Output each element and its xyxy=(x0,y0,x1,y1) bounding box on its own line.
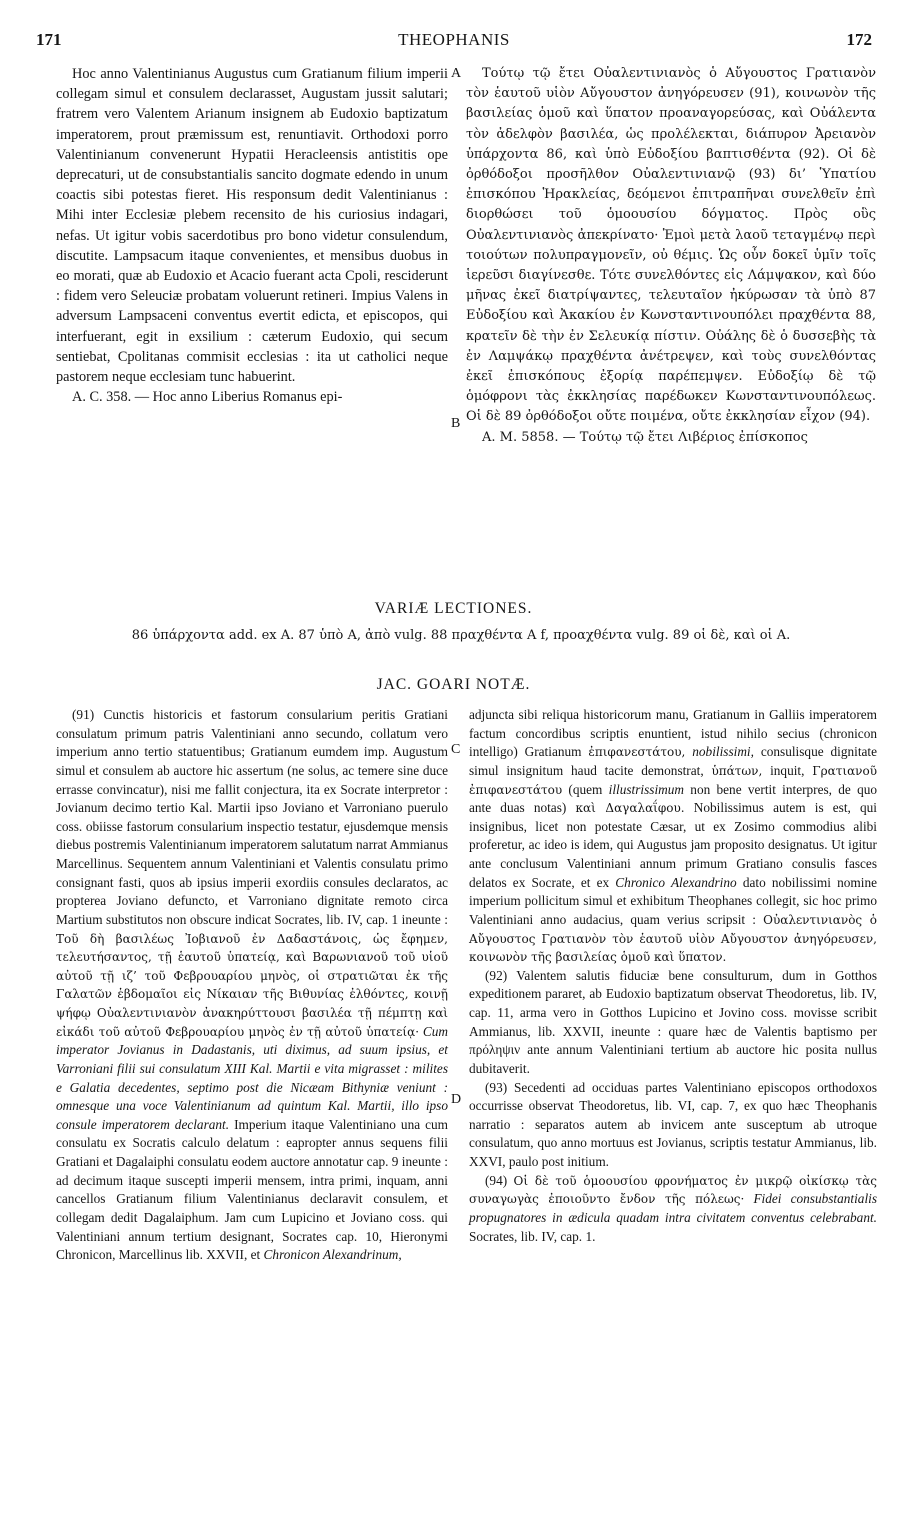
running-title: THEOPHANIS xyxy=(398,30,510,49)
note-91-continuation: Imperium itaque Valentiniano una cum consulatu ex Socratis calculo delatum : eapropter annus sequens filii Gratiani et Dagalaiphi consulatu eodem auctore annotatur cap. 9 ineunte : ad decimum itaque suscepti imperii mensem, intra primi, inquam, anni cancellos Gratianum filium Valentinianus declaravit consulem, et collegam dedit Dagalaiphum. Jam cum Lupicino et Joviano coss. qui Valentiniani annum tertium designant, Socrates cap. 10, Hieronymi Chronicon, Marcellinus lib. XXVII, et xyxy=(56,1116,449,1263)
margin-letter-c: C xyxy=(451,742,461,757)
latin-paragraph: Hoc anno Valentinianus Augustus cum Gratianum filium imperii collegam simul et consulem declarasset, Augustam jussit salutari; fratrem vero Valentem Arianum insignem ab Eudoxio baptizatum imperatorem, prout præmissum est, renuntiavit. Orthodoxi porro Valentinianum convenerunt Hypatii Heracleensis antistitis ope deprecaturi, ut de consubstantialis sancito dogmate edendo in unum coactis sibi potestas fieret. His responsum dedit Valentinianus : Mihi inter Ecclesiæ plebem recensito de his curiosius indagari, nefas. Ut igitur vobis sacerdotibus pro bono videtur consulendum, discutite. Lampsacum itaque convenientes, et mensibus duobus in eo morati, quæ ab Eudoxio et Acacio fuerant acta Cpoli, resciderunt : fidem vero Seleuciæ probatam voluerunt retineri. Impius Valens in adversum Lampsaceni conventus evertit edicta, et episcopos, qui interfuerant, egit in exsilium : cæterum Eudoxio, qui secum sentiebat, Cpolitanas commisit ecclesias : ita ut catholici neque pastorem neque ecclesiam tunc habuerint. xyxy=(56,66,448,386)
note-92: (92) Valentem salutis fiduciæ bene consulturum, dum in Gotthos expeditionem pararet, ab Eudoxio baptizatum observat Theodoretus, lib. IV, cap. 11, arma vero in Gotthos Lupicino et Jovino coss. movisse scribit Ammianus, lib. XXVII, ineunte : quare hæc de Valentis baptismo per πρόληψιν ante annum Valentiniani tertium ab auctore hic posita nullus dubitaverit. xyxy=(469,967,877,1076)
note-91-text-d: consulisque dignitate simul insignitum haud tacite demonstrat, xyxy=(469,744,878,778)
note-91-translation: Cum imperator Jovianus in Dadastanis, uti diximus, ad suum ipsius, et Varroniani filii sui consulatum XIII Kal. Martii e vita migrasset : milites e Galatia decedentes, septimo post die Nicæam Bithyniæ veniunt : omnesque una voce Valentinianum ad quintum Kal. Martii, illo ipso consule imperatorem declarant. xyxy=(56,1023,448,1132)
greek-year-line: A. M. 5858. — Τούτῳ τῷ ἔτει Λιβέριος ἐπίσκοπος xyxy=(482,429,808,445)
variae-lectiones-text: 86 ὑπάρχοντα add. ex A. 87 ὑπὸ A, ἀπὸ vulg. 88 πραχθέντα A f, προαχθέντα vulg. 89 οἱ δὲ, καὶ οἱ A. xyxy=(131,628,791,643)
note-91-cont xyxy=(469,706,877,967)
margin-letter-a: A xyxy=(451,66,462,81)
greek-column xyxy=(466,64,876,448)
greek-paragraph: Τούτῳ τῷ ἔτει Οὐαλεντινιανὸς ὁ Αὔγουστος Γρατιανὸν τὸν ἑαυτοῦ υἱὸν Αὔγουστον ἀνηγόρευσεν (91), κοινωνὸν τῆς βασιλείας ὁμοῦ καὶ ὕπατον προαναγορεύσας, καὶ Οὐάλεντα τὸν ἀδελφὸν βασιλέα, ὡς προλέλεκται, διάπυρον Ἀρειανὸν ὑπάρχοντα 86, καὶ ὑπὸ Εὐδοξίου βαπτισθέντα (92). Οἱ δὲ ὀρθόδοξοι προσῆλθον Οὐαλεντινιανῷ (93) δι’ Ὑπατίου ἐπισκόπου Ἡρακλείας, δεόμενοι ἐπιτραπῆναι συνελθεῖν ἐπὶ διορθώσει τοῦ ὁμοουσίου δόγματος. Πρὸς οὓς Οὐαλεντινιανὸς ἀπεκρίνατο· Ἐμοὶ μετὰ λαοῦ τεταγμένῳ περὶ τοιούτων πολυπραγμονεῖν, οὐ θέμις. Ὡς οὖν δοκεῖ ὑμῖν τοῖς ἱερεῦσι διαγίνεσθε. Τότε συνελθόντες εἰς Λάμψακον, καὶ δύο μῆνας ἐκεῖ διατρίψαντες, τελευταῖον ἠκύρωσαν τὰ ὑπὸ 87 Εὐδοξίου καὶ Ἀκακίου ἐν Κωνσταντινουπόλει πραχθέντα 88, κρατεῖν δὲ τὴν ἐν Σελευκίᾳ πίστιν. Οὐάλης δὲ ὁ δυσσεβὴς τὰ ἐν Λαμψάκῳ πραχθέντα ἀνέτρεψεν, καὶ τοὺς συνελθόντας ἐκεῖ ἐπισκόπους ἐξορίᾳ παρέπεμψεν. Εὐδοξίῳ δὲ τῷ ὁμόφρονι τὰς ἐκκλησίας παρέδωκεν Κωνσταντινουπόλεως. Οἱ δὲ 89 ὀρθόδοξοι οὔτε ποιμένα, οὔτε ἐκκλησίαν εἶχον (94). xyxy=(466,66,876,425)
note-91-greek-word: ἐπιφανεστάτου, xyxy=(588,745,686,760)
note-91-text-j: Nobilissimus autem is est, qui insignibus, licet non potestate Cæsar, ut ex Zosimo commodius alibi proferetur, ac ideo is idem, qui Augustus jam proposito designatus. Ut igitur ante conclusum Valentiniani annum primum Gratiano consulis fasces delatos ex Socrate, et ex xyxy=(469,800,878,890)
latin-column xyxy=(56,64,448,407)
margin-letter-b: B xyxy=(451,416,461,431)
note-91-greek-word: καὶ Δαγαλαΐφου. xyxy=(575,801,685,816)
note-91-greek-quote: Οὐαλεντινιανὸς ὁ Αὔγουστος Γρατιανὸν τὸν ἑαυτοῦ υἱὸν Αὔγουστον ἀνηγόρευσεν, κοινωνὸν τῆς βασιλείας ὁμοῦ καὶ ὕπατον. xyxy=(469,912,878,965)
note-91-text-f: (quem xyxy=(568,781,603,797)
note-94-number: (94) xyxy=(485,1172,508,1188)
note-94 xyxy=(469,1172,877,1247)
note-91-text: (91) Cunctis historicis et fastorum consularium peritis Gratiani consulatum primum patris Valentiniani anno secundo, collatum vero imperium anno tertio statuentibus; Gratianum eumdem imp. Augustum simul et consulem ab auctore hic assertum (ne solus, ac temere sine duce errasse convincatur), nisi me fallit conjectura, ita ex Socrate interpretor : Jovianum decimo tertio Kal. Martii ipso Joviano et Varroniano puerulo coss. obiisse fastorum consularium inspectio testatur, ejusdemque mensis diebus postremis Valentinianum imperatorem salutatum narrat Ammianus Marcellinus. Sequentem annum Valentiniani et Valentis consulatu primo consignant fasti, quos ab ipsius imperii exordiis consules declaratos, ac propterea Joviano defuncto, et Varroniano dignitate remoto circa Martium substitutos non obscure indicat Socrates, lib. IV, cap. 1 ineunte : xyxy=(56,707,448,927)
note-91-italic-title: Chronico Alexandrino xyxy=(615,874,737,890)
note-91-text-h: non bene vertit interpres, de quo ante duas notas) xyxy=(469,781,878,816)
page-number-right: 172 xyxy=(846,30,872,49)
page-number-left: 171 xyxy=(36,30,62,49)
note-94-translation: Fidei consubstantialis propugnatores in ædicula quadam intra civitatem conventus celebrabant. xyxy=(469,1191,878,1225)
variae-lectiones-heading: VARIÆ LECTIONES. xyxy=(374,600,533,617)
note-91-italic-word: nobilissimi, xyxy=(692,744,754,760)
note-91-chronicon-title: Chronicon Alexandrinum, xyxy=(263,1247,402,1263)
note-91-text-k: dato nobilissimi nomine imperium pollicitum simul et exhibitum Theophanes collegit, sic hoc primo Valentiniani anno audacius, quam verius scripsit : xyxy=(469,874,878,927)
page-header xyxy=(36,30,872,54)
note-91-italic-word: illustrissimum xyxy=(608,781,685,797)
note-93: (93) Secedenti ad occiduas partes Valentiniano episcopos orthodoxos occurrisse observat Theodoretus, lib. VI, cap. 7, ex quo hæc Theophanis narratio : separatos autem ab invicem ante susceptum ab utroque consulatum, quo anno mortuus est Jovianus, scriptis testatur Ammianus, lib. XXVI, paulo post initium. xyxy=(469,1079,877,1169)
note-91-greek-word: ὑπάτων, xyxy=(711,763,763,778)
notes-right-column xyxy=(469,706,877,1246)
note-94-greek-quote: Οἱ δὲ τοῦ ὁμοουσίου φρονήματος ἐν μικρῷ οἰκίσκῳ τὰς συναγωγὰς ἐποιοῦντο ἔνδον τῆς πόλεως· xyxy=(469,1173,877,1207)
notes-left-column xyxy=(56,706,448,1265)
margin-letter-d: D xyxy=(451,1092,462,1107)
goari-notae-heading: JAC. GOARI NOTÆ. xyxy=(376,676,531,693)
note-91-greek-word: Γρατιανοῦ ἐπιφανεστάτου xyxy=(469,763,877,797)
note-91 xyxy=(56,706,448,1265)
note-94-source: Socrates, lib. IV, cap. 1. xyxy=(469,1228,596,1244)
note-91-greek-quote: Τοῦ δὴ βασιλέως Ἰοβιανοῦ ἐν Δαδαστάνοις, ὡς ἔφημεν, τελευτήσαντος, τῇ ἑαυτοῦ ὑπατείᾳ, καὶ Βαρωνιανοῦ τοῦ υἱοῦ αὐτοῦ τῇ ιζ’ τοῦ Φεβρουαρίου μηνὸς, οἱ στρατιῶται ἐκ τῆς Γαλατῶν ἑβδομαῖοι εἰς Νίκαιαν τῆς Βιθυνίας ἐλθόντες, κοινῇ ψήφῳ Οὐαλεντινιανὸν ἀνακηρύττουσι βασιλέα τῇ πέμπτῃ καὶ εἰκάδι τοῦ αὐτοῦ Φεβρουαρίου μηνὸς ἐν τῇ αὐτοῦ ὑπατείᾳ· xyxy=(56,931,448,1039)
latin-year-line: A. C. 358. — Hoc anno Liberius Romanus epi- xyxy=(72,389,343,406)
note-91-text-c: adjuncta sibi reliqua historicorum manu, Gratianum in Galliis imperatorem factum concordibus scriptis enuntient, istud nihilo secius (chronicon intelligo) Gratianum xyxy=(469,707,877,760)
note-91-text-e: inquit, xyxy=(770,762,805,778)
